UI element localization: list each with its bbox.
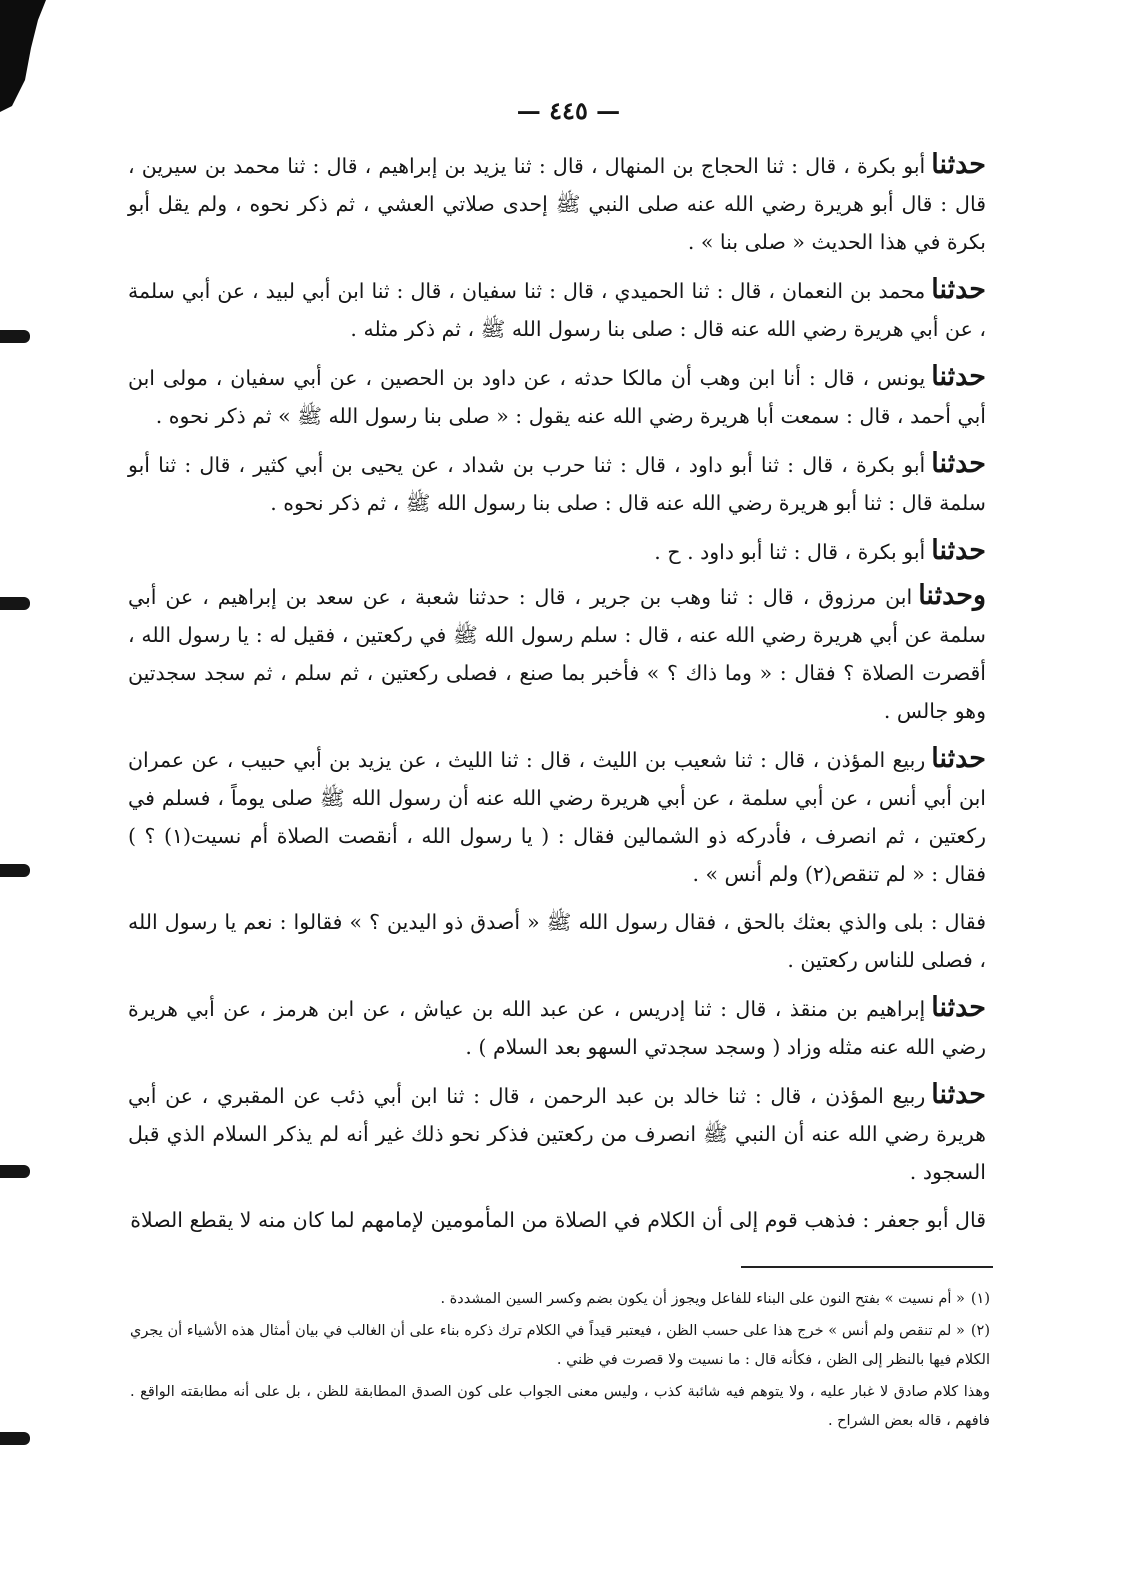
paragraph-text: يونس ، قال : أنا ابن وهب أن مالكا حدثه ، عن داود بن الحصين ، عن أبي سفيان ، مولى ابن أبي أحمد ، قال : سمعت أبا هريرة رضي الله عنه يقول : « صلى بنا رسول الله ﷺ » ثم ذكر نحوه . [128,366,986,428]
scan-edge-mark [0,597,30,610]
paragraph-text: إبراهيم بن منقذ ، قال : ثنا إدريس ، عن عبد الله بن عياش ، عن ابن هرمز ، عن أبي هريرة رضي الله عنه مثله وزاد ( وسجد سجدتي السهو بعد السلام ) . [128,997,986,1059]
hadith-keyword: حدثنا [931,448,986,479]
scan-edge-mark [0,1165,30,1178]
hadith-keyword: حدثنا [931,992,986,1023]
hadith-keyword: حدثنا [931,535,986,566]
scan-edge-mark [0,864,30,877]
hadith-keyword: حدثنا [931,361,986,392]
paragraph-text: ربيع المؤذن ، قال : ثنا شعيب بن الليث ، قال : ثنا الليث ، عن يزيد بن أبي حبيب ، عن عمران ابن أبي أنس ، عن أبي سلمة ، عن أبي هريرة رضي الله عنه أن رسول الله ﷺ صلى يوماً ، فسلم في ركعتين ، ثم انصرف ، فأدركه ذو الشمالين فقال : ( يا رسول الله ، أنقصت الصلاة أم نسيت(١) ؟ ) فقال : « لم تنقص(٢) ولم أنس » . [128,748,986,886]
hadith-paragraph [128,146,986,261]
hadith-paragraph [128,358,986,435]
hadith-paragraph [128,445,986,522]
footnotes [130,1285,990,1439]
hadith-paragraph [128,271,986,348]
footnote-number: (٢) [970,1323,990,1339]
hadith-paragraph [128,577,986,730]
footnote-text: « لم تنقص ولم أنس » خرج هذا على حسب الظن ، فيعتبر قيداً في الكلام ترك ذكره بناء على أن الغالب في بيان أمثال هذه الأشياء أن يجري الكلام فيها بالنظر إلى الظن ، فكأنه قال : ما نسيت ولا قصرت في ظني . [130,1323,990,1368]
commentary-paragraph [128,1201,986,1239]
hadith-keyword: حدثنا [931,274,986,305]
paragraph-text: ربيع المؤذن ، قال : ثنا خالد بن عبد الرحمن ، قال : ثنا ابن أبي ذئب عن المقبري ، عن أبي هريرة رضي الله عنه أن النبي ﷺ انصرف من ركعتين فذكر نحو ذلك غير أنه لم يذكر السلام الذي قبل السجود . [128,1084,986,1184]
scan-edge-mark [0,330,30,343]
paragraph-text: أبو بكرة ، قال : ثنا الحجاج بن المنهال ، قال : ثنا يزيد بن إبراهيم ، قال : ثنا محمد بن سيرين ، قال : قال أبو هريرة رضي الله عنه صلى النبي ﷺ إحدى صلاتي العشي ، ثم ذكر نحوه ، ولم يقل أبو بكرة في هذا الحديث « صلى بنا » . [128,154,986,254]
paragraph-text: ابن مرزوق ، قال : ثنا وهب بن جرير ، قال : حدثنا شعبة ، عن سعد بن إبراهيم ، عن أبي سلمة عن أبي هريرة رضي الله عنه ، قال : سلم رسول الله ﷺ في ركعتين ، فقيل له : يا رسول الله ، أقصرت الصلاة ؟ فقال : « وما ذاك ؟ » فأخبر بما صنع ، فصلى ركعتين ، ثم سلم ، ثم سجد سجدتين وهو جالس . [128,585,986,723]
hadith-keyword: وحدثنا [918,580,986,611]
footnote [130,1378,990,1436]
paragraph-text: فقال : بلى والذي بعثك بالحق ، فقال رسول الله ﷺ « أصدق ذو اليدين ؟ » فقالوا : نعم يا رسول الله ، فصلى للناس ركعتين . [128,910,986,972]
main-text [128,146,986,1249]
paragraph-text: محمد بن النعمان ، قال : ثنا الحميدي ، قال : ثنا سفيان ، قال : ثنا ابن أبي لبيد ، عن أبي سلمة ، عن أبي هريرة رضي الله عنه قال : صلى بنا رسول الله ﷺ ، ثم ذكر مثله . [128,279,986,341]
footnote-number: (١) [970,1291,990,1307]
hadith-paragraph [128,1076,986,1191]
hadith-keyword: حدثنا [931,743,986,774]
footnote [130,1317,990,1375]
footnote-divider [741,1266,993,1268]
hadith-paragraph [128,903,986,979]
scan-edge-mark [0,1432,30,1445]
footnote-text: « أم نسيت » بفتح النون على البناء للفاعل ويجوز أن يكون بضم وكسر السين المشددة . [440,1291,965,1307]
footnote [130,1285,990,1314]
hadith-paragraph [128,532,986,571]
paragraph-text: أبو بكرة ، قال : ثنا أبو داود . ح . [654,540,926,564]
paragraph-text: أبو بكرة ، قال : ثنا أبو داود ، قال : ثنا حرب بن شداد ، عن يحيى بن أبي كثير ، قال : ثنا أبو سلمة قال : ثنا أبو هريرة رضي الله عنه قال : صلى بنا رسول الله ﷺ ، ثم ذكر نحوه . [128,453,986,515]
footnote-text: وهذا كلام صادق لا غبار عليه ، ولا يتوهم فيه شائبة كذب ، وليس معنى الجواب على كون الصدق المطابقة للظن ، بل على أنه مطابقته الواقع . فافهم ، قاله بعض الشراح . [130,1384,990,1429]
hadith-keyword: حدثنا [931,149,986,180]
hadith-paragraph [128,740,986,893]
page-number: — ٤٤٥ — [516,96,621,125]
paragraph-text: قال أبو جعفر : فذهب قوم إلى أن الكلام في الصلاة من المأمومين لإمامهم لما كان منه لا يقطع الصلاة [130,1208,986,1232]
hadith-keyword: حدثنا [931,1079,986,1110]
hadith-paragraph [128,989,986,1066]
